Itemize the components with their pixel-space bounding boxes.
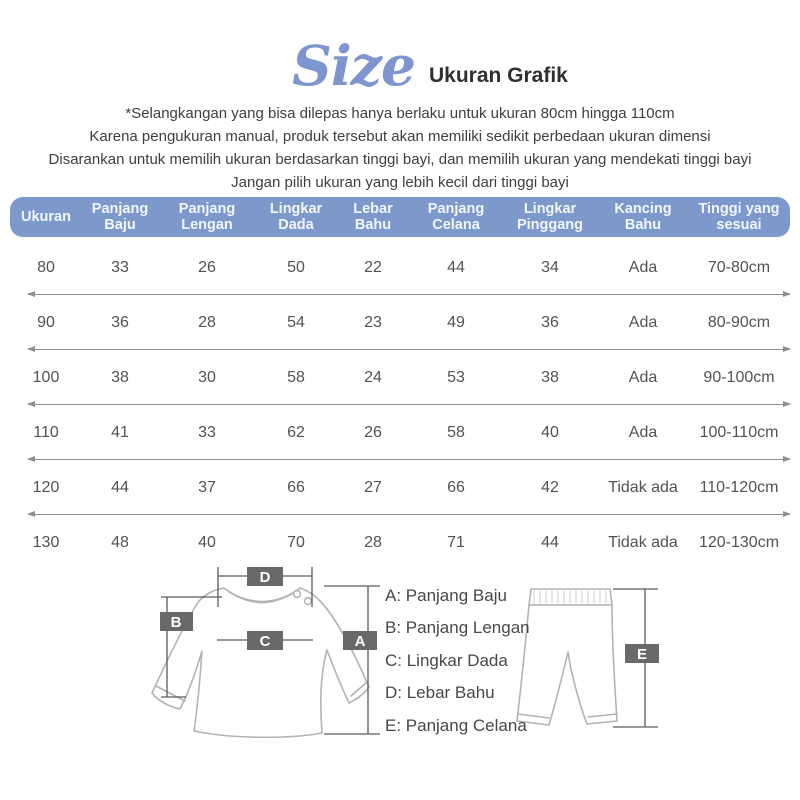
column-header-lingkar-dada: Lingkar Dada <box>269 201 323 233</box>
table-cell: 110 <box>33 423 59 441</box>
table-cell: 33 <box>198 423 216 441</box>
shoulder-button-icon <box>294 591 301 598</box>
measure-label-c: C <box>259 633 271 650</box>
legend-item: D: Lebar Bahu <box>385 683 495 703</box>
table-cell: 66 <box>447 478 465 496</box>
measure-label-d: D <box>259 569 271 586</box>
table-cell: 71 <box>447 533 465 551</box>
table-cell: 24 <box>364 368 382 386</box>
table-cell: 62 <box>287 423 305 441</box>
page-title-text: Ukuran Grafik <box>428 64 568 87</box>
shirt-drawing <box>152 588 369 737</box>
page-title <box>30 30 800 96</box>
legend-item: E: Panjang Celana <box>385 715 527 735</box>
measurement-legend <box>385 580 530 742</box>
column-header-panjang-lengan: Panjang Lengan <box>178 201 236 233</box>
table-cell: 80 <box>37 258 55 276</box>
table-cell: 70 <box>287 533 305 551</box>
table-cell: 50 <box>287 258 305 276</box>
table-cell: 23 <box>364 313 382 331</box>
table-cell: Ada <box>628 313 658 331</box>
table-cell: 100 <box>32 368 60 386</box>
table-cell: 36 <box>111 313 129 331</box>
column-header-kancing-bahu: Kancing Bahu <box>614 201 672 233</box>
table-cell: 26 <box>364 423 382 441</box>
table-cell: Tidak ada <box>608 478 678 496</box>
table-header-row <box>10 197 790 237</box>
table-cell: 90-100cm <box>703 368 775 386</box>
table-cell: 33 <box>111 258 129 276</box>
table-cell: 40 <box>198 533 216 551</box>
table-cell: 58 <box>447 423 465 441</box>
column-header-tinggi: Tinggi yang sesuai <box>698 201 780 233</box>
table-cell: 37 <box>198 478 216 496</box>
table-cell: 80-90cm <box>707 313 771 331</box>
table-cell: Ada <box>628 258 658 276</box>
column-header-ukuran: Ukuran <box>21 209 71 225</box>
column-header-panjang-celana: Panjang Celana <box>427 201 485 233</box>
table-row <box>10 240 790 295</box>
table-cell: 38 <box>541 368 559 386</box>
table-cell: 28 <box>364 533 382 551</box>
table-cell: Ada <box>628 368 658 386</box>
table-cell: 44 <box>111 478 129 496</box>
table-cell: 58 <box>287 368 305 386</box>
measure-label-b: B <box>170 614 182 631</box>
table-cell: 42 <box>541 478 559 496</box>
measure-label-a: A <box>354 633 366 650</box>
table-cell: 40 <box>541 423 559 441</box>
note-line: *Selangkangan yang bisa dilepas hanya berlaku untuk ukuran 80cm hingga 110cm <box>125 105 675 122</box>
column-header-panjang-baju: Panjang Baju <box>91 201 149 233</box>
table-cell: 22 <box>364 258 382 276</box>
table-cell: 48 <box>111 533 129 551</box>
table-cell: 120-130cm <box>698 533 780 551</box>
note-line: Disarankan untuk memilih ukuran berdasarkan tinggi bayi, dan memilih ukuran yang mendekati tinggi bayi <box>48 151 752 168</box>
table-cell: 90 <box>37 313 55 331</box>
table-cell: Ada <box>628 423 658 441</box>
column-header-lingkar-pinggang: Lingkar Pinggang <box>516 201 584 233</box>
table-row <box>10 405 790 460</box>
legend-item: A: Panjang Baju <box>385 586 507 605</box>
table-cell: 120 <box>32 478 60 496</box>
table-cell: 130 <box>32 533 60 551</box>
table-cell: Tidak ada <box>608 533 678 551</box>
table-cell: 66 <box>287 478 305 496</box>
table-cell: 34 <box>541 258 559 276</box>
table-cell: 30 <box>198 368 216 386</box>
table-cell: 36 <box>541 313 559 331</box>
note-line: Karena pengukuran manual, produk tersebut akan memiliki sedikit perbedaan ukuran dimensi <box>89 128 711 145</box>
table-cell: 38 <box>111 368 129 386</box>
table-cell: 28 <box>198 313 216 331</box>
table-row <box>10 460 790 515</box>
measure-label-e: E <box>636 646 648 663</box>
table-cell: 41 <box>111 423 129 441</box>
table-cell: 26 <box>198 258 216 276</box>
note-line: Jangan pilih ukuran yang lebih kecil dari tinggi bayi <box>231 174 569 191</box>
table-cell: 44 <box>447 258 465 276</box>
table-cell: 100-110cm <box>699 423 779 441</box>
notes-block <box>0 102 800 194</box>
legend-item: B: Panjang Lengan <box>385 618 530 638</box>
table-cell: 53 <box>447 368 465 386</box>
table-cell: 44 <box>541 533 559 551</box>
table-row <box>10 350 790 405</box>
shoulder-button-icon <box>305 598 312 605</box>
legend-item: C: Lingkar Dada <box>385 650 508 670</box>
table-row <box>10 295 790 350</box>
brand-script-word: Size <box>292 33 415 98</box>
table-cell: 27 <box>364 478 382 496</box>
size-table <box>10 197 790 570</box>
table-cell: 110-120cm <box>699 478 779 496</box>
table-cell: 54 <box>287 313 305 331</box>
table-cell: 70-80cm <box>707 258 771 276</box>
column-header-lebar-bahu: Lebar Bahu <box>353 201 393 233</box>
table-cell: 49 <box>447 313 465 331</box>
pants-drawing <box>517 589 617 725</box>
